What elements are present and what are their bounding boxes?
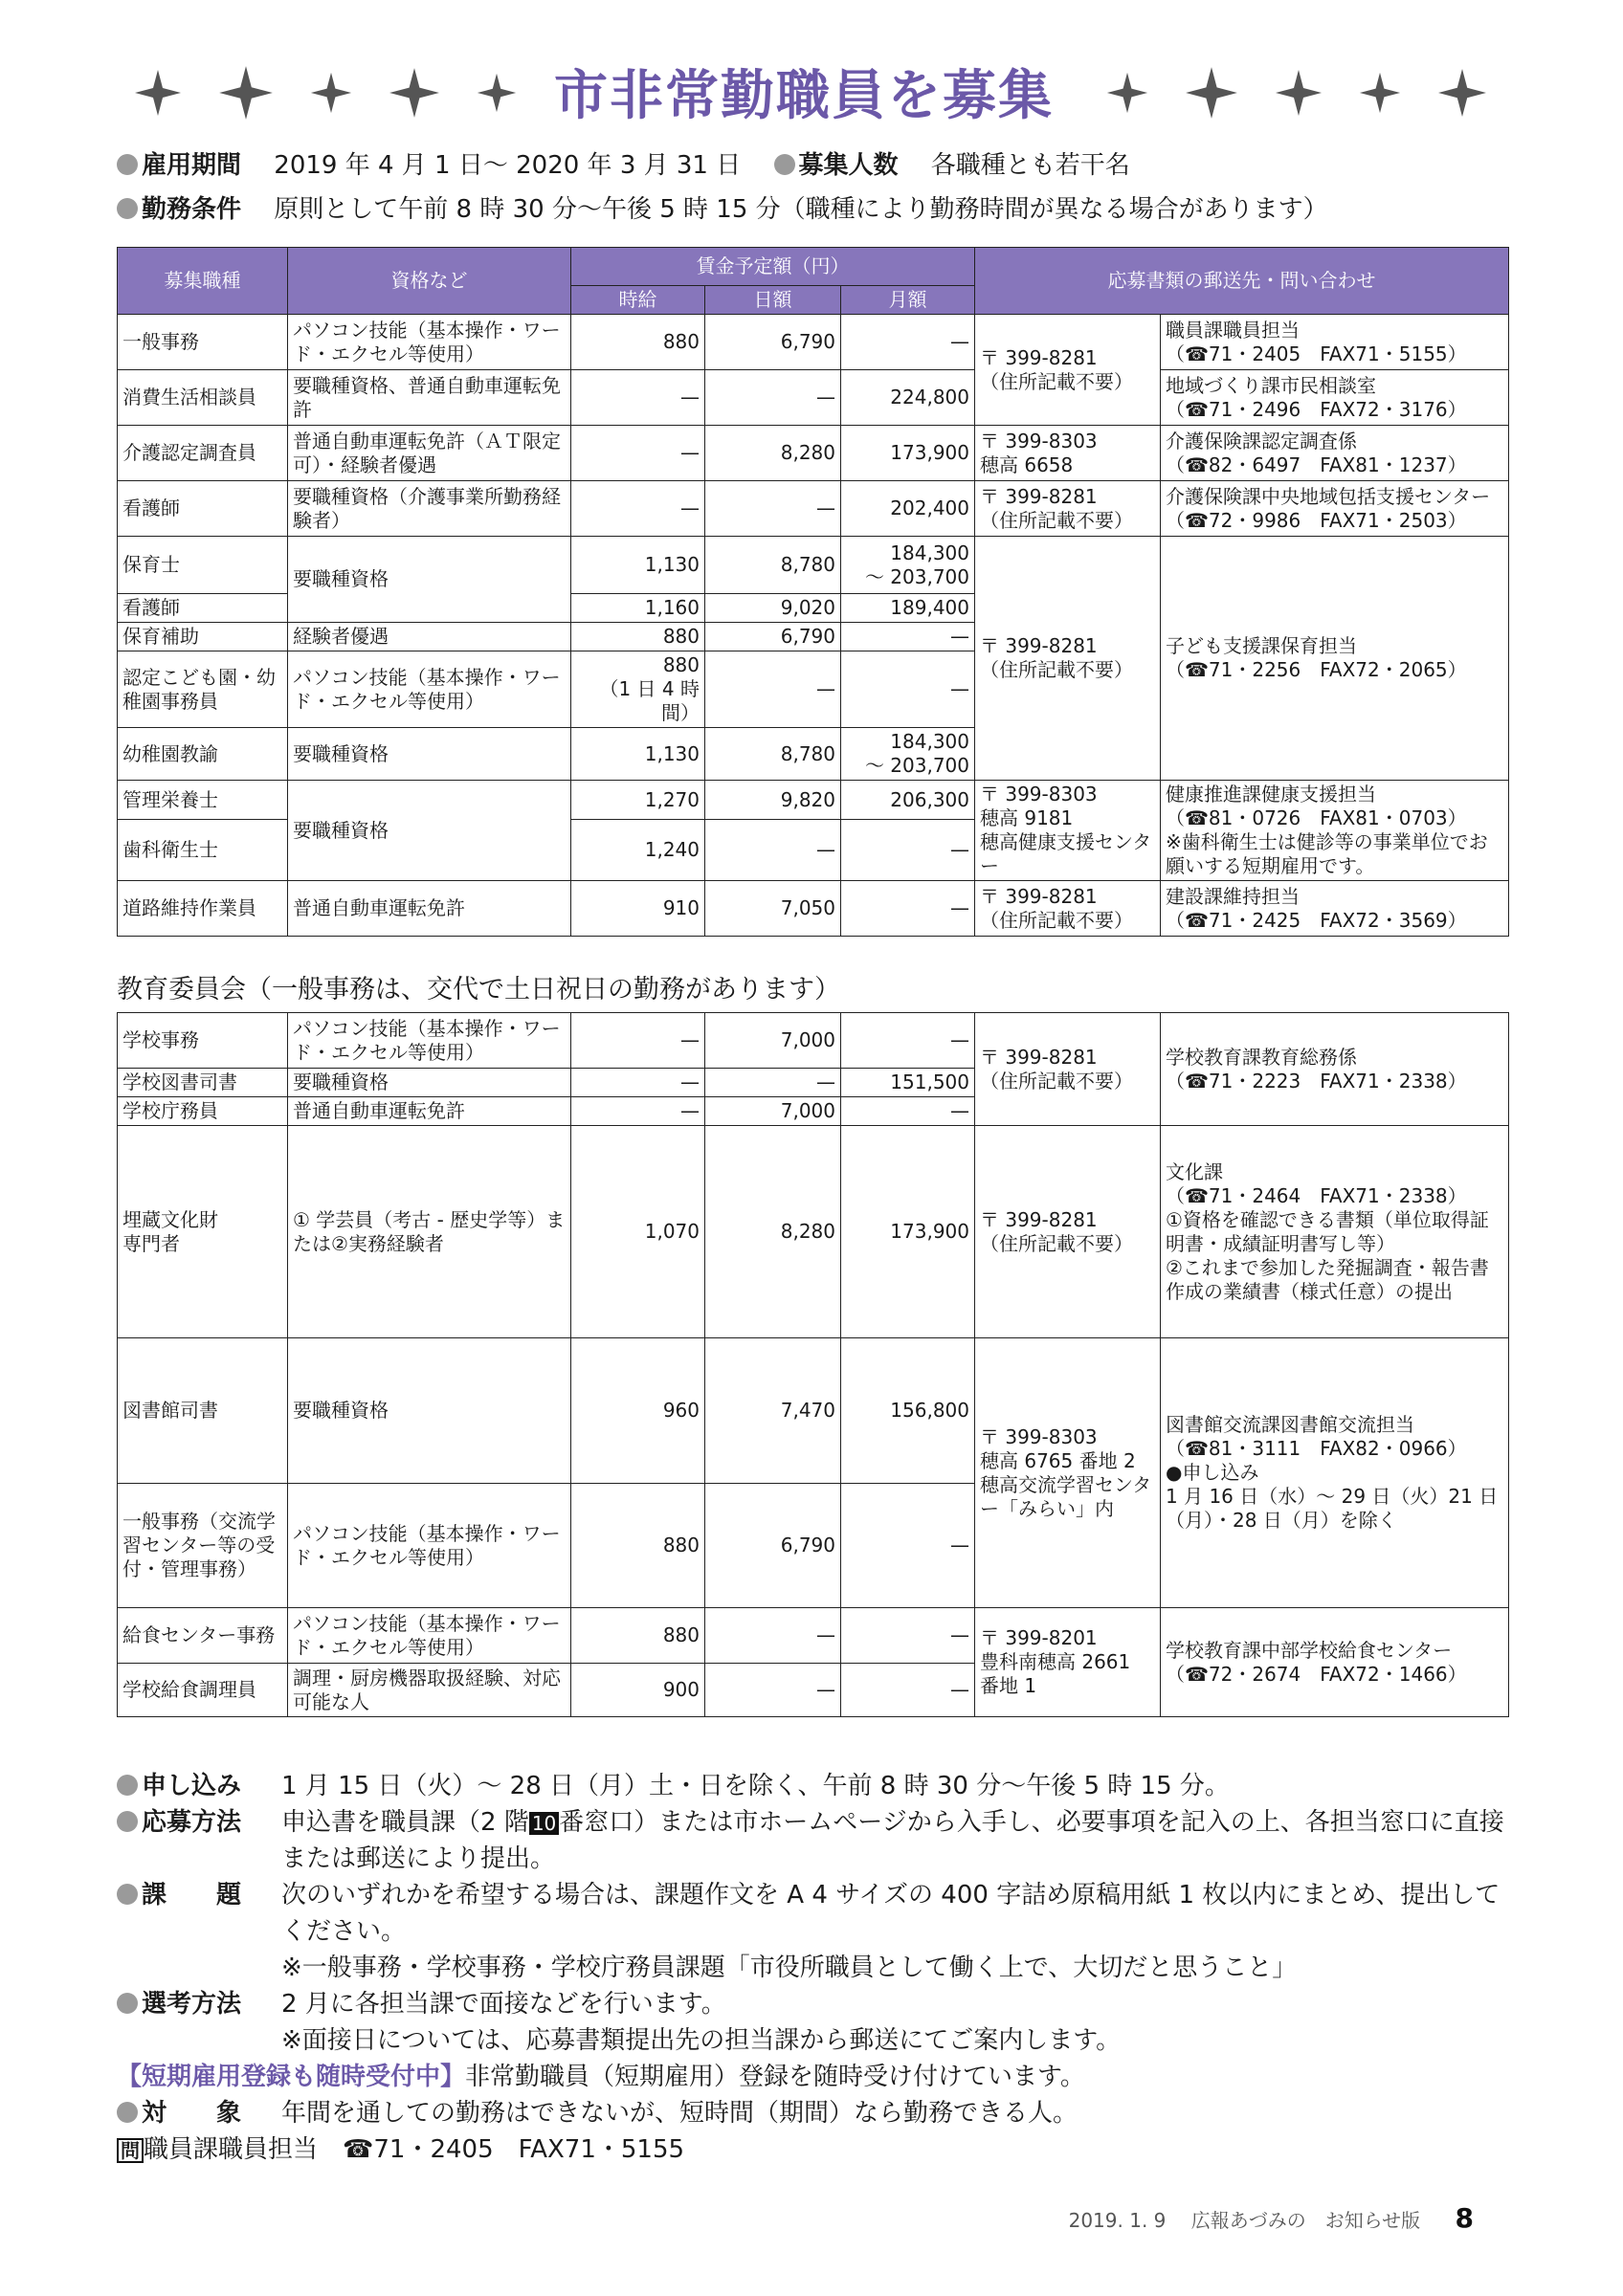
footer — [1069, 2202, 1474, 2234]
bullet-icon — [117, 2102, 138, 2123]
qualification: 普通自動車運転免許 — [288, 1097, 571, 1126]
monthly-wage: — — [841, 820, 975, 881]
monthly-wage: 173,900 — [841, 426, 975, 481]
count-label: 募集人数 — [798, 151, 899, 180]
job-title: 看護師 — [118, 481, 288, 537]
qualification: 要職種資格 — [288, 1338, 571, 1484]
job-title: 給食センター事務 — [118, 1608, 288, 1664]
header-job: 募集職種 — [118, 248, 288, 315]
contact-info: 学校教育課中部学校給食センター （☎72・2674 FAX72・1466） — [1161, 1608, 1509, 1717]
postal-address: 〒 399-8281 （住所記載不要） — [975, 537, 1161, 781]
note-target — [117, 2095, 1514, 2131]
job-title: 認定こども園・幼稚園事務員 — [118, 651, 288, 728]
jobs-table-body — [118, 315, 1509, 937]
window-number: 10 — [529, 1812, 559, 1835]
postal-address: 〒 399-8201 豊科南穂高 2661 番地 1 — [975, 1608, 1161, 1717]
qualification: 普通自動車運転免許（ＡＴ限定可）・経験者優遇 — [288, 426, 571, 481]
star-icon — [310, 72, 352, 114]
job-title: 学校図書司書 — [118, 1069, 288, 1097]
note-label: 選考方法 — [142, 1990, 242, 2019]
table-row — [118, 781, 1509, 820]
postal-address: 〒 399-8281 （住所記載不要） — [975, 1013, 1161, 1126]
period-line — [117, 145, 1130, 181]
job-title: 保育補助 — [118, 623, 288, 651]
monthly-wage: — — [841, 651, 975, 728]
education-table-body — [118, 1013, 1509, 1717]
hourly-wage: — — [571, 1013, 705, 1069]
daily-wage: — — [705, 651, 841, 728]
hourly-wage: — — [571, 370, 705, 426]
stars-right — [1106, 50, 1487, 136]
table-row — [118, 1338, 1509, 1484]
star-icon — [1359, 72, 1401, 114]
job-title: 図書館司書 — [118, 1338, 288, 1484]
contact-info: 図書館交流課図書館交流担当 （☎81・3111 FAX82・0966） ●申し込み 1 月 16 日（水）～ 29 日（火）21 日（月）・28 日（月）を除く — [1161, 1338, 1509, 1608]
job-title: 幼稚園教諭 — [118, 728, 288, 781]
job-title: 介護認定調査員 — [118, 426, 288, 481]
table-row — [118, 1608, 1509, 1664]
star-icon — [134, 69, 182, 117]
star-icon — [477, 73, 517, 113]
postal-address: 〒 399-8281 （住所記載不要） — [975, 881, 1161, 937]
qualification: 経験者優遇 — [288, 623, 571, 651]
table-row — [118, 881, 1509, 937]
hourly-wage: 880 — [571, 1484, 705, 1608]
hourly-wage: 910 — [571, 881, 705, 937]
short-term-text: 非常勤職員（短期雇用）登録を随時受け付けています。 — [465, 2063, 1085, 2091]
qualification: パソコン技能（基本操作・ワード・エクセル等使用） — [288, 1013, 571, 1069]
daily-wage: 9,020 — [705, 594, 841, 623]
hourly-wage: 1,240 — [571, 820, 705, 881]
postal-address: 〒 399-8303 穂高 9181 穂高健康支援センター — [975, 781, 1161, 881]
bullet-icon — [117, 1775, 138, 1796]
page-title: 市非常勤職員を募集 — [554, 65, 1054, 127]
monthly-wage: 206,300 — [841, 781, 975, 820]
postal-address: 〒 399-8281 （住所記載不要） — [975, 315, 1161, 426]
daily-wage: 6,790 — [705, 315, 841, 370]
monthly-wage: — — [841, 1097, 975, 1126]
note-select — [117, 1986, 1514, 2022]
bullet-icon — [117, 1993, 138, 2014]
star-icon — [389, 67, 440, 119]
contact-info: 文化課 （☎71・2464 FAX71・2338） ①資格を確認できる書類（単位取得証明書・成績証明書写し等） ②これまで参加した発掘調査・報告書作成の業績書（様式任意）の提出 — [1161, 1126, 1509, 1338]
table-row — [118, 315, 1509, 370]
note-value: 2 月に各担当課で面接などを行います。 — [281, 1990, 726, 2019]
period-value: 2019 年 4 月 1 日～ 2020 年 3 月 31 日 — [274, 151, 742, 180]
short-term-heading: 【短期雇用登録も随時受付中】 — [117, 2063, 466, 2091]
daily-wage: 8,780 — [705, 728, 841, 781]
qualification: 要職種資格、普通自動車運転免許 — [288, 370, 571, 426]
header-hourly: 時給 — [571, 286, 705, 315]
daily-wage: — — [705, 370, 841, 426]
note-task-sub: ※一般事務・学校事務・学校庁務員課題「市役所職員として働く上で、大切だと思うこと」 — [281, 1954, 1298, 1982]
hourly-wage: 900 — [571, 1664, 705, 1717]
daily-wage: — — [705, 1069, 841, 1097]
qualification: パソコン技能（基本操作・ワード・エクセル等使用） — [288, 315, 571, 370]
qualification: 要職種資格 — [288, 537, 571, 623]
job-title: 道路維持作業員 — [118, 881, 288, 937]
hourly-wage: 1,130 — [571, 728, 705, 781]
star-icon — [1275, 69, 1323, 117]
job-title: 学校庁務員 — [118, 1097, 288, 1126]
job-title: 歯科衛生士 — [118, 820, 288, 881]
daily-wage: — — [705, 820, 841, 881]
qualification: ① 学芸員（考古 - 歴史学等）または②実務経験者 — [288, 1126, 571, 1338]
header-wage: 賃金予定額（円） — [571, 248, 975, 286]
hourly-wage: 1,160 — [571, 594, 705, 623]
note-value: 1 月 15 日（火）～ 28 日（月）土・日を除く、午前 8 時 30 分～午後 5 時 15 分。 — [281, 1772, 1230, 1800]
jobs-table — [117, 247, 1509, 937]
job-title: 学校給食調理員 — [118, 1664, 288, 1717]
monthly-wage: — — [841, 1664, 975, 1717]
daily-wage: 8,280 — [705, 1126, 841, 1338]
star-icon — [218, 65, 274, 121]
conditions-value: 原則として午前 8 時 30 分～午後 5 時 15 分（職種により勤務時間が異なる場合があります） — [274, 195, 1328, 224]
header-qual: 資格など — [288, 248, 571, 315]
qualification: 要職種資格 — [288, 1069, 571, 1097]
note-method — [117, 1804, 1514, 1877]
job-title: 学校事務 — [118, 1013, 288, 1069]
note-value: 申込書を職員課（2 階 — [281, 1808, 529, 1837]
hourly-wage: — — [571, 1069, 705, 1097]
page-number: 8 — [1455, 2202, 1474, 2234]
monthly-wage: — — [841, 623, 975, 651]
monthly-wage: 189,400 — [841, 594, 975, 623]
daily-wage: — — [705, 481, 841, 537]
hourly-wage: 880 — [571, 1608, 705, 1664]
star-icon — [1437, 68, 1487, 118]
note-label: 対 象 — [142, 2099, 242, 2128]
note-value: 年間を通しての勤務はできないが、短時間（期間）なら勤務できる人。 — [281, 2099, 1078, 2128]
monthly-wage: 224,800 — [841, 370, 975, 426]
conditions-label: 勤務条件 — [142, 195, 242, 224]
inquiry-text: 職員課職員担当 ☎71・2405 FAX71・5155 — [144, 2135, 685, 2164]
postal-address: 〒 399-8281 （住所記載不要） — [975, 481, 1161, 537]
postal-address: 〒 399-8303 穂高 6765 番地 2 穂高交流学習センター「みらい」内 — [975, 1338, 1161, 1608]
hourly-wage: — — [571, 426, 705, 481]
conditions-line — [117, 189, 1328, 225]
qualification: パソコン技能（基本操作・ワード・エクセル等使用） — [288, 1484, 571, 1608]
star-icon — [1185, 66, 1238, 120]
hourly-wage: 880 （1 日 4 時間） — [571, 651, 705, 728]
daily-wage: 6,790 — [705, 1484, 841, 1608]
note-select-sub: ※面接日については、応募書類提出先の担当課から郵送にてご案内します。 — [281, 2026, 1122, 2055]
bullet-icon — [117, 1811, 138, 1832]
monthly-wage: 184,300 ～ 203,700 — [841, 728, 975, 781]
note-value: 番窓口）または市ホームページから入手し、必要事項を記入の上、各担当窓口に直接または郵送により提出。 — [281, 1808, 1504, 1873]
hourly-wage: 960 — [571, 1338, 705, 1484]
footer-publication: 広報あづみの お知らせ版 — [1190, 2209, 1421, 2232]
monthly-wage: — — [841, 1608, 975, 1664]
qualification: 普通自動車運転免許 — [288, 881, 571, 937]
bullet-icon — [774, 154, 795, 175]
monthly-wage: 173,900 — [841, 1126, 975, 1338]
bullet-icon — [117, 1884, 138, 1905]
qualification: 調理・厨房機器取扱経験、対応可能な人 — [288, 1664, 571, 1717]
job-title: 管理栄養士 — [118, 781, 288, 820]
hourly-wage: 880 — [571, 623, 705, 651]
bullet-icon — [117, 198, 138, 219]
monthly-wage: — — [841, 315, 975, 370]
hourly-wage: 1,070 — [571, 1126, 705, 1338]
count-value: 各職種とも若干名 — [930, 151, 1130, 180]
header-daily: 日額 — [705, 286, 841, 315]
period-label: 雇用期間 — [142, 151, 242, 180]
notes — [117, 1768, 1514, 2168]
job-title: 消費生活相談員 — [118, 370, 288, 426]
hourly-wage: — — [571, 481, 705, 537]
note-label: 課 題 — [142, 1881, 242, 1910]
daily-wage: 7,470 — [705, 1338, 841, 1484]
hourly-wage: 1,130 — [571, 537, 705, 594]
table-row — [118, 426, 1509, 481]
postal-address: 〒 399-8303 穂高 6658 — [975, 426, 1161, 481]
header-monthly: 月額 — [841, 286, 975, 315]
note-label: 応募方法 — [142, 1808, 242, 1837]
daily-wage: — — [705, 1664, 841, 1717]
qualification: 要職種資格 — [288, 781, 571, 881]
header-contact: 応募書類の郵送先・問い合わせ — [975, 248, 1509, 315]
table-row — [118, 1013, 1509, 1069]
job-title: 一般事務 — [118, 315, 288, 370]
monthly-wage: 202,400 — [841, 481, 975, 537]
daily-wage: 8,780 — [705, 537, 841, 594]
monthly-wage: 151,500 — [841, 1069, 975, 1097]
star-icon — [1106, 72, 1148, 114]
daily-wage: 9,820 — [705, 781, 841, 820]
job-title: 看護師 — [118, 594, 288, 623]
contact-info: 健康推進課健康支援担当 （☎81・0726 FAX81・0703） ※歯科衛生士は健診等の事業単位でお願いする短期雇用です。 — [1161, 781, 1509, 881]
note-label: 申し込み — [142, 1772, 242, 1800]
note-task — [117, 1877, 1514, 1950]
monthly-wage: 184,300 ～ 203,700 — [841, 537, 975, 594]
monthly-wage: — — [841, 1484, 975, 1608]
hourly-wage: 880 — [571, 315, 705, 370]
bullet-icon — [117, 154, 138, 175]
monthly-wage: — — [841, 881, 975, 937]
footer-date: 2019. 1. 9 — [1068, 2209, 1167, 2232]
contact-info: 学校教育課教育総務係 （☎71・2223 FAX71・2338） — [1161, 1013, 1509, 1126]
contact-info: 介護保険課中央地域包括支援センター（☎72・9986 FAX71・2503） — [1161, 481, 1509, 537]
contact-info: 職員課職員担当 （☎71・2405 FAX71・5155） — [1161, 315, 1509, 370]
postal-address: 〒 399-8281 （住所記載不要） — [975, 1126, 1161, 1338]
qualification: パソコン技能（基本操作・ワード・エクセル等使用） — [288, 1608, 571, 1664]
contact-info: 建設課維持担当 （☎71・2425 FAX72・3569） — [1161, 881, 1509, 937]
table-row — [118, 481, 1509, 537]
contact-info: 地域づくり課市民相談室 （☎71・2496 FAX72・3176） — [1161, 370, 1509, 426]
qualification: 要職種資格（介護事業所勤務経験者） — [288, 481, 571, 537]
daily-wage: 7,000 — [705, 1013, 841, 1069]
daily-wage: — — [705, 1608, 841, 1664]
daily-wage: 7,050 — [705, 881, 841, 937]
stars-left — [134, 50, 517, 136]
job-title: 一般事務（交流学習センター等の受付・管理事務） — [118, 1484, 288, 1608]
note-value: 次のいずれかを希望する場合は、課題作文を A 4 サイズの 400 字詰め原稿用紙 1 枚以内にまとめ、提出してください。 — [281, 1881, 1501, 1946]
note-short — [117, 2059, 1514, 2095]
daily-wage: 6,790 — [705, 623, 841, 651]
note-inquiry — [117, 2131, 1514, 2168]
qualification: 要職種資格 — [288, 728, 571, 781]
qualification: パソコン技能（基本操作・ワード・エクセル等使用） — [288, 651, 571, 728]
daily-wage: 7,000 — [705, 1097, 841, 1126]
job-title: 埋蔵文化財 専門者 — [118, 1126, 288, 1338]
table-row — [118, 537, 1509, 594]
education-table — [117, 1012, 1509, 1717]
inquiry-icon: 問 — [117, 2138, 144, 2163]
monthly-wage: — — [841, 1013, 975, 1069]
monthly-wage: 156,800 — [841, 1338, 975, 1484]
note-apply — [117, 1768, 1514, 1804]
contact-info: 介護保険課認定調査係 （☎82・6497 FAX81・1237） — [1161, 426, 1509, 481]
hourly-wage: — — [571, 1097, 705, 1126]
contact-info: 子ども支援課保育担当 （☎71・2256 FAX72・2065） — [1161, 537, 1509, 781]
hourly-wage: 1,270 — [571, 781, 705, 820]
table-row — [118, 1126, 1509, 1338]
daily-wage: 8,280 — [705, 426, 841, 481]
table-row — [118, 370, 1509, 426]
section-title-education: 教育委員会（一般事務は、交代で土日祝日の勤務があります） — [117, 975, 840, 1004]
job-title: 保育士 — [118, 537, 288, 594]
